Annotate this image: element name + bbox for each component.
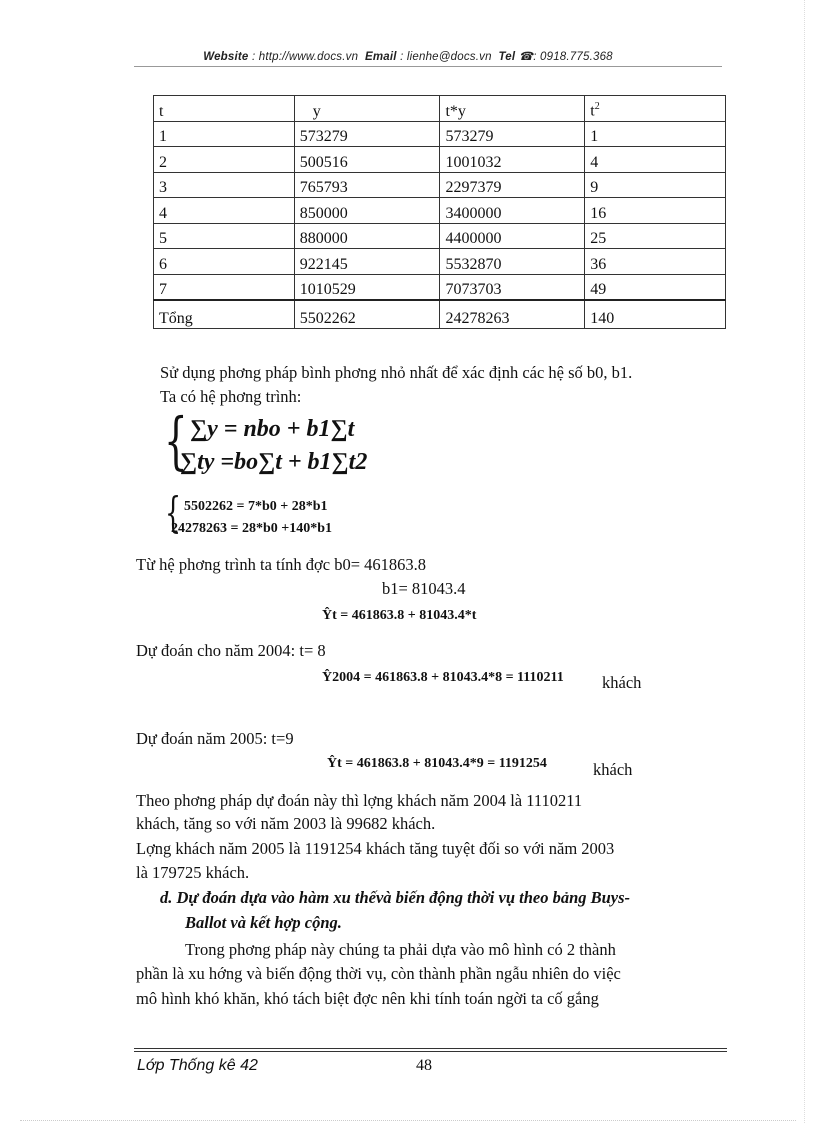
table-cell: 2297379 (440, 172, 585, 198)
equation-2004: Ŷ2004 = 461863.8 + 81043.4*8 = 1110211 (322, 670, 564, 685)
table-row (154, 274, 726, 300)
table-header-row (154, 96, 726, 122)
section-heading-line1: d. Dự đoán dựa vào hàm xu thếvà biến động thời vụ theo bảng Buys- (160, 888, 631, 907)
table-row (154, 147, 726, 173)
table-cell: 9 (585, 172, 726, 198)
table-cell: 36 (585, 249, 726, 275)
data-table (153, 95, 726, 329)
table-cell: 2 (154, 147, 295, 173)
unit-2004: khách (602, 673, 642, 692)
table-cell: 765793 (294, 172, 440, 198)
table-cell: Tổng (154, 300, 295, 329)
email-label: Email (365, 51, 397, 63)
system-brace-large: { (164, 404, 188, 477)
table-row (154, 249, 726, 275)
system1-line1: ∑y = nbo + b1∑t (190, 416, 355, 442)
page-header (0, 49, 816, 63)
table-header-cell: t (154, 96, 295, 122)
table-cell: 1010529 (294, 274, 440, 300)
tel-value: : 0918.775.368 (533, 51, 613, 63)
system-brace-small: { (165, 488, 182, 537)
table-cell: 25 (585, 223, 726, 249)
equation-trend: Ŷt = 461863.8 + 81043.4*t (322, 608, 477, 623)
website-label: Website (203, 51, 249, 63)
table-cell: 7073703 (440, 274, 585, 300)
paragraph-forecast-2004: Dự đoán cho năm 2004: t= 8 (136, 641, 326, 660)
system1-line2: ∑ty =bo∑t + b1∑t2 (180, 449, 368, 475)
table-header-cell: y (294, 96, 440, 122)
phone-icon: ☎ (518, 51, 534, 63)
unit-2005: khách (593, 760, 633, 779)
table-cell: 4 (154, 198, 295, 224)
footer-rule (134, 1048, 727, 1049)
table-header-cell: t*y (440, 96, 585, 122)
equation-2005: Ŷt = 461863.8 + 81043.4*9 = 1191254 (327, 756, 547, 771)
paragraph-system-intro: Ta có hệ phơng trình: (160, 387, 302, 406)
table-row (154, 172, 726, 198)
table-cell: 880000 (294, 223, 440, 249)
paragraph-forecast-2005: Dự đoán năm 2005: t=9 (136, 729, 294, 748)
table-cell: 1001032 (440, 147, 585, 173)
table-cell: 500516 (294, 147, 440, 173)
table-cell: 6 (154, 249, 295, 275)
table-cell: 140 (585, 300, 726, 329)
paragraph-conclusion-1b: khách, tăng so với năm 2003 là 99682 khách. (136, 814, 436, 833)
table-cell: 573279 (440, 121, 585, 147)
table-row (154, 121, 726, 147)
table-cell: 49 (585, 274, 726, 300)
table-cell: 1 (154, 121, 295, 147)
table-cell: 1 (585, 121, 726, 147)
paragraph-conclusion-1a: Theo phơng pháp dự đoán này thì lợng khách năm 2004 là 1110211 (136, 791, 583, 810)
paragraph-conclusion-2a: Lợng khách năm 2005 là 1191254 khách tăng tuyệt đối so với năm 2003 (136, 839, 615, 858)
table-cell: 5 (154, 223, 295, 249)
table-header-cell: $t^2$ (585, 96, 726, 122)
page-number: 48 (416, 1057, 432, 1074)
footer-rule (134, 1051, 727, 1052)
table-cell: 4400000 (440, 223, 585, 249)
table-cell: 4 (585, 147, 726, 173)
system2-line1: 5502262 = 7*b0 + 28*b1 (184, 499, 328, 514)
table-cell: 16 (585, 198, 726, 224)
page-edge-dots-vertical (804, 0, 805, 1123)
paragraph-method-2a: Trong phơng pháp này chúng ta phải dựa vào mô hình có 2 thành (185, 940, 616, 959)
website-value: : http://www.docs.vn (251, 51, 359, 63)
header-rule (134, 66, 722, 67)
paragraph-method-2c: mô hình khó khăn, khó tách biệt đợc nên khi tính toán ngời ta cố gắng (136, 989, 599, 1008)
paragraph-method: Sử dụng phơng pháp bình phơng nhỏ nhất để xác định các hệ số b0, b1. (160, 363, 633, 382)
table-cell: 5502262 (294, 300, 440, 329)
system2-line2: 24278263 = 28*b0 +140*b1 (171, 521, 333, 536)
table-cell: 3400000 (440, 198, 585, 224)
paragraph-method-2b: phần là xu hớng và biến động thời vụ, còn thành phần ngẫu nhiên do việc (136, 964, 621, 983)
section-heading-line2: Ballot và kết hợp cộng. (185, 913, 342, 932)
table-cell: 850000 (294, 198, 440, 224)
table-cell: 5532870 (440, 249, 585, 275)
tel-label: Tel (498, 51, 516, 63)
paragraph-b0-result: Từ hệ phơng trình ta tính đợc b0= 461863.8 (136, 555, 427, 574)
table-total-row (154, 300, 726, 329)
table-row (154, 198, 726, 224)
table-cell: 3 (154, 172, 295, 198)
paragraph-conclusion-2b: là 179725 khách. (136, 863, 250, 882)
table-cell: 7 (154, 274, 295, 300)
page-edge-dots (20, 1120, 796, 1121)
email-value: : lienhe@docs.vn (400, 51, 492, 63)
table-cell: 573279 (294, 121, 440, 147)
footer-class-name: Lớp Thống kê 42 (137, 1057, 258, 1074)
table-row (154, 223, 726, 249)
table-cell: 24278263 (440, 300, 585, 329)
table-cell: 922145 (294, 249, 440, 275)
paragraph-b1-result: b1= 81043.4 (382, 579, 466, 598)
